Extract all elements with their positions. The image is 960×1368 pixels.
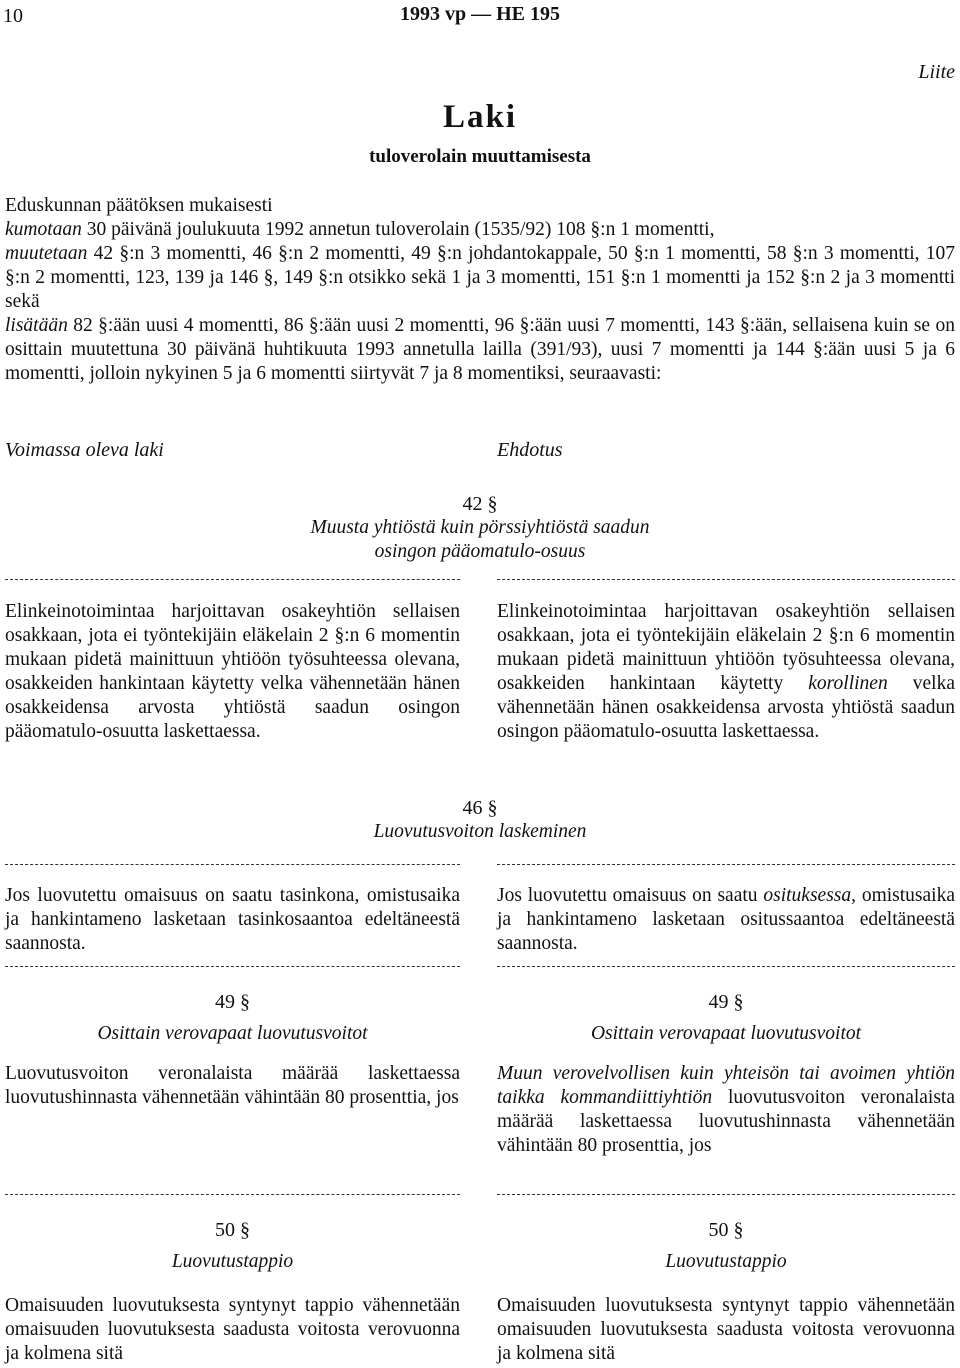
appendix-label: Liite: [918, 61, 955, 83]
section-49-current-heading: [5, 990, 460, 1046]
paragraph: Omaisuuden luovutuksesta syntynyt tappio vähennetään omaisuuden luovutuksesta saadusta voitosta verovuonna ja kolmena sitä: [5, 1295, 460, 1364]
add-text: 82 §:ään uusi 4 momentti, 86 §:ään uusi 2 momentti, 96 §:ään uusi 7 momentti, 143 §:ään, sellaisena kuin se on osittain muutettuna 30 päivänä huhtikuuta 1993 annetulla lailla (391/93), uusi 7 momentti ja 144 §:ään uusi 5 ja 6 momentti, jolloin nykyinen 5 ja 6 momentti siirtyvät 7 ja 8 momentiksi, seuraavasti:: [5, 315, 955, 384]
section-42-current-text: [5, 600, 460, 744]
section-50-proposed-heading: [497, 1218, 955, 1274]
section-42-proposed-text: [497, 600, 955, 744]
text: velka vähennetään hänen osakkeidensa arvosta yhtiöstä saadun osingon pääomatulo-osuutta laskettaessa.: [497, 673, 955, 742]
section-50-proposed-text: [497, 1294, 955, 1366]
keyword-muutetaan: muutetaan: [5, 243, 88, 264]
section-title: Osittain verovapaat luovutusvoitot: [97, 1023, 368, 1044]
paragraph: Elinkeinotoimintaa harjoittavan osakeyhtiön sellaisen osakkaan, jota ei työntekijäin eläkelain 2 §:n 6 momentin mukaan pidetä mainittuun yhtiöön työsuhteessa olevana, osakkeiden hankintaan käytetty velka vähennetään hänen osakkeidensa arvosta yhtiöstä saadun osingon pääomatulo-osuutta laskettaessa.: [5, 601, 460, 742]
section-number: 49 §: [215, 991, 250, 1013]
section-49-current-text: [5, 1062, 460, 1110]
keyword-lisataan: lisätään: [5, 315, 68, 336]
preamble-repeal: [5, 218, 955, 242]
omission-line: [497, 579, 955, 580]
preamble-add: [5, 314, 955, 386]
section-46-heading: [0, 796, 960, 844]
text: omistusaika ja hankintameno lasketaan ositussaantoa edeltäneestä saannosta.: [497, 885, 955, 954]
page-number: 10: [3, 5, 23, 27]
section-title: Luovutustappio: [665, 1251, 787, 1272]
section-title: Luovutustappio: [171, 1251, 294, 1272]
amend-text: 42 §:n 3 momentti, 46 §:n 2 momentti, 49 §:n johdantokappale, 50 §:n 1 momentti, 58 §:n 3 momentti, 107 §:n 2 momentti, 123, 139 ja 146 §, 149 §:n otsikko sekä 1 ja 3 momentti, 151 §:n 1 momentti ja 152 §:n 2 ja 3 momentti sekä: [5, 243, 955, 312]
paragraph: Luovutusvoiton veronalaista määrää laskettaessa luovutushinnasta vähennetään vähintään 80 prosenttia, jos: [5, 1063, 460, 1108]
section-title: Luovutusvoiton laskeminen: [373, 821, 587, 842]
section-46-proposed-text: [497, 884, 955, 956]
repeal-text: 30 päivänä joulukuuta 1992 annetun tuloverolain (1535/92) 108 §:n 1 momentti,: [81, 219, 715, 240]
paragraph: Jos luovutettu omaisuus on saatu tasinkona, omistusaika ja hankintameno lasketaan tasinkosaantoa edeltäneestä saannosta.: [5, 885, 460, 954]
section-50-current-text: [5, 1294, 460, 1366]
section-number: 49 §: [708, 991, 744, 1013]
section-number: 50 §: [708, 1219, 744, 1241]
omission-line: [5, 864, 460, 865]
omission-line: [497, 864, 955, 865]
section-49-proposed-heading: [497, 990, 955, 1046]
text: Jos luovutettu omaisuus on saatu: [497, 885, 764, 906]
section-number: 46 §: [462, 797, 498, 819]
section-50-current-heading: [5, 1218, 460, 1274]
section-42-heading: [0, 492, 960, 564]
section-number: 50 §: [215, 1219, 250, 1241]
omission-line: [497, 966, 955, 967]
emphasis: osituksessa,: [763, 885, 856, 906]
keyword-kumotaan: kumotaan: [5, 219, 82, 240]
paragraph: [497, 884, 955, 956]
section-49-proposed-text: [497, 1062, 955, 1158]
paragraph: Omaisuuden luovutuksesta syntynyt tappio vähennetään omaisuuden luovutuksesta saadusta voitosta verovuonna ja kolmena sitä: [497, 1295, 955, 1364]
section-number: 42 §: [462, 493, 498, 515]
omission-line: [5, 579, 460, 580]
running-head: 1993 vp — HE 195: [399, 3, 561, 25]
current-law-heading: Voimassa oleva laki: [5, 439, 164, 461]
emphasis: Muun verovelvollisen kuin yhteisön tai avoimen yhtiön taikka kommandiittiyhtiön: [497, 1063, 955, 1108]
omission-line: [497, 1194, 955, 1195]
proposal-heading: Ehdotus: [497, 439, 563, 461]
section-title: osingon pääomatulo-osuus: [374, 541, 586, 562]
paragraph: [497, 600, 955, 744]
section-title: Osittain verovapaat luovutusvoitot: [590, 1023, 862, 1044]
text: luovutusvoiton veronalaista määrää laskettaessa luovutushinnasta vähennetään vähintään 80 prosenttia, jos: [497, 1087, 955, 1156]
section-title: Muusta yhtiöstä kuin pörssiyhtiöstä saadun: [310, 517, 650, 538]
emphasis: korollinen: [808, 673, 888, 694]
omission-line: [5, 1194, 460, 1195]
omission-line: [5, 966, 460, 967]
preamble: [5, 194, 955, 386]
section-46-current-text: [5, 884, 460, 956]
paragraph: [497, 1062, 955, 1158]
text: Elinkeinotoimintaa harjoittavan osakeyhtiön sellaisen osakkaan, jota ei työntekijäin eläkelain 2 §:n 6 momentin mukaan pidetä mainittuun yhtiöön työsuhteessa olevana, osakkeiden hankintaan käytetty: [497, 601, 955, 694]
law-title: Laki: [442, 99, 518, 135]
preamble-amend: [5, 242, 955, 314]
law-subtitle: tuloverolain muuttamisesta: [369, 146, 591, 167]
preamble-intro: Eduskunnan päätöksen mukaisesti: [5, 195, 273, 216]
